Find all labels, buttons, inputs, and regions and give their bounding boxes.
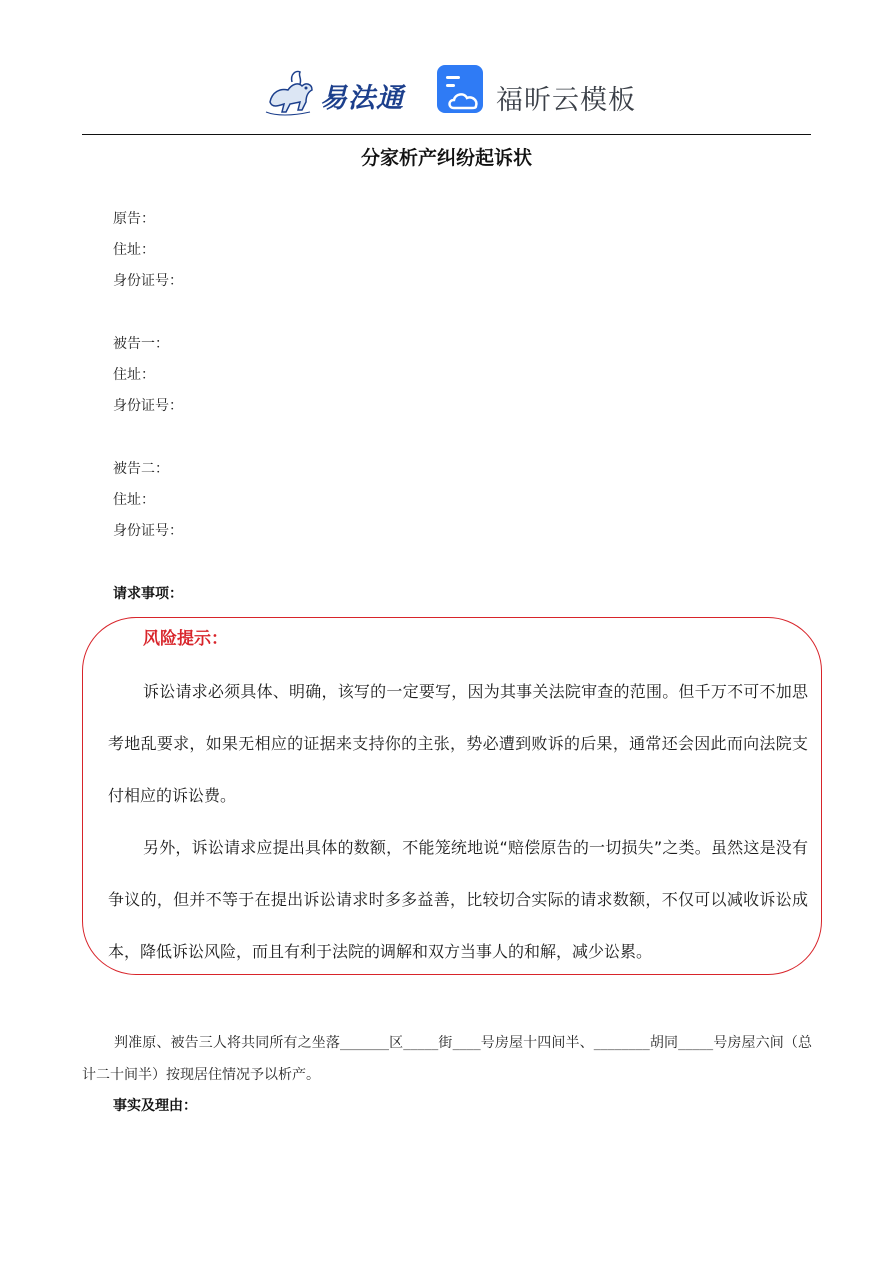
defendant2-id: 身份证号：	[113, 523, 183, 539]
document-title: 分家析产纠纷起诉状	[360, 147, 532, 169]
fuxin-logo	[436, 64, 636, 120]
plaintiff-id: 身份证号：	[113, 273, 183, 289]
risk-notice-title: 风险提示：	[143, 629, 228, 649]
cloud-document-icon	[436, 64, 486, 116]
qilin-icon	[262, 62, 320, 120]
fuxin-logo-text: 福昕云模板	[496, 85, 636, 116]
defendant1-id: 身份证号：	[113, 398, 183, 414]
yifatong-logo	[262, 62, 412, 120]
header-divider	[82, 134, 811, 135]
plaintiff-label: 原告：	[113, 211, 155, 227]
defendant2-address: 住址：	[113, 492, 155, 508]
risk-notice-paragraph-1: 诉讼请求必须具体、明确，该写的一定要写，因为其事关法院审查的范围。但千万不可不加思考地乱要求，如果无相应的证据来支持你的主张，势必遭到败诉的后果，通常还会因此而向法院支付相应的诉讼费。	[108, 682, 808, 805]
yifatong-logo-text: 易法通	[320, 83, 404, 114]
page-header	[0, 56, 893, 126]
claim-text: 判准原、被告三人将共同所有之坐落_______区_____街____号房屋十四间半、________胡同_____号房屋六间（总计二十间半）按现居住情况予以析产。	[82, 1035, 812, 1083]
claims-heading: 请求事项：	[113, 586, 183, 602]
defendant2-label: 被告二：	[113, 461, 169, 477]
facts-heading: 事实及理由：	[113, 1098, 197, 1114]
risk-notice-paragraph-2: 另外，诉讼请求应提出具体的数额，不能笼统地说“赔偿原告的一切损失”之类。虽然这是没有争议的，但并不等于在提出诉讼请求时多多益善，比较切合实际的请求数额，不仅可以减收诉讼成本，降低诉讼风险，而且有利于法院的调解和双方当事人的和解，减少讼累。	[108, 838, 808, 961]
plaintiff-address: 住址：	[113, 242, 155, 258]
defendant1-label: 被告一：	[113, 336, 169, 352]
defendant1-address: 住址：	[113, 367, 155, 383]
